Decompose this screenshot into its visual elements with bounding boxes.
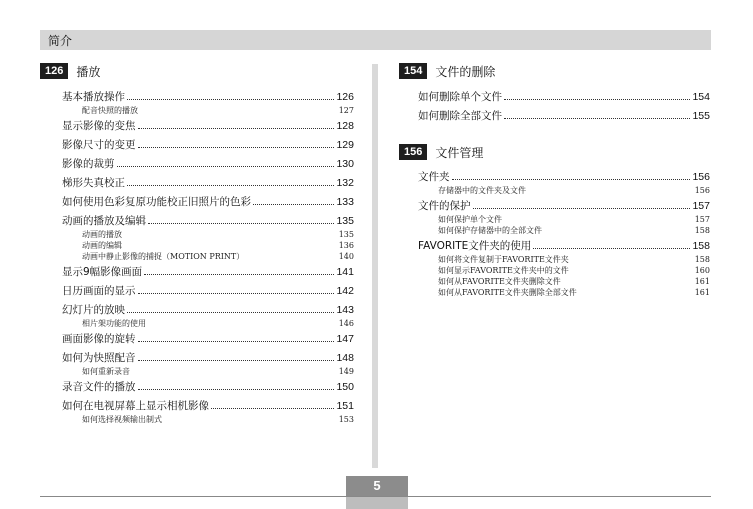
toc-subentry-page: 135 — [338, 230, 354, 239]
toc-entry[interactable] — [62, 399, 354, 414]
toc-entry-page: 156 — [692, 171, 710, 183]
dot-leader — [473, 199, 691, 209]
toc-entry[interactable] — [62, 138, 354, 153]
toc-entry[interactable] — [62, 284, 354, 299]
toc-subentry-title: 相片架功能的使用 — [82, 319, 146, 328]
toc-subentry-title: 如何保护存储器中的全部文件 — [438, 226, 542, 235]
toc-subentry-title: 动画的编辑 — [82, 241, 122, 250]
toc-entry-page: 126 — [336, 91, 354, 103]
toc-entry-title: 录音文件的播放 — [62, 381, 136, 393]
section-header-file-management — [399, 144, 483, 160]
toc-subentry-title: 如何将文件复制于FAVORITE文件夹 — [438, 255, 569, 264]
toc-subentry-page: 127 — [338, 106, 354, 115]
dot-leader — [533, 239, 690, 249]
toc-entry-page: 143 — [336, 304, 354, 316]
toc-entry-title: 如何使用色彩复原功能校正旧照片的色彩 — [62, 196, 251, 208]
dot-leader — [504, 90, 690, 100]
toc-subentry-title: 如何选择视频输出制式 — [82, 415, 162, 424]
toc-entry-page: 147 — [336, 333, 354, 345]
toc-entry[interactable] — [418, 239, 710, 254]
toc-subentry-page: 161 — [694, 288, 710, 297]
toc-entry[interactable] — [62, 351, 354, 366]
dot-leader — [211, 399, 334, 409]
toc-entry-title: 显示9幅影像画面 — [62, 266, 143, 278]
dot-leader — [138, 119, 335, 129]
toc-subentry[interactable] — [62, 229, 354, 240]
toc-entry-title: 画面影像的旋转 — [62, 333, 136, 345]
toc-subentry-page: 146 — [338, 319, 354, 328]
column-divider — [372, 64, 378, 468]
toc-entry[interactable] — [418, 109, 710, 124]
toc-entry-page: 132 — [336, 177, 354, 189]
toc-entry-title: 动画的播放及编辑 — [62, 215, 146, 227]
toc-entry[interactable] — [62, 195, 354, 210]
toc-entry-page: 154 — [692, 91, 710, 103]
toc-subentry[interactable] — [418, 225, 710, 236]
toc-subentry-title: 配音快照的播放 — [82, 106, 138, 115]
toc-subentry-title: 动画中静止影像的捕捉（MOTION PRINT） — [82, 252, 245, 261]
section-title: 播放 — [76, 64, 101, 79]
toc-entry-title: 如何在电视屏幕上显示相机影像 — [62, 400, 209, 412]
toc-entry-title: 基本播放操作 — [62, 91, 125, 103]
toc-entry-page: 130 — [336, 158, 354, 170]
toc-subentry[interactable] — [418, 287, 710, 298]
section-title: 文件管理 — [435, 145, 484, 160]
dot-leader — [144, 265, 334, 275]
toc-entry-page: 157 — [692, 200, 710, 212]
dot-leader — [138, 380, 335, 390]
dot-leader — [117, 157, 335, 167]
toc-subentry[interactable] — [418, 265, 710, 276]
toc-subentry-page: 157 — [694, 215, 710, 224]
toc-entry[interactable] — [418, 170, 710, 185]
toc-subentry-title: 如何重新录音 — [82, 367, 130, 376]
header-bar — [40, 30, 711, 50]
toc-entry-page: 158 — [692, 240, 710, 252]
dot-leader — [138, 138, 335, 148]
dot-leader — [148, 214, 334, 224]
toc-entry-title: 影像尺寸的变更 — [62, 139, 136, 151]
toc-entry-page: 148 — [336, 352, 354, 364]
toc-subentry-title: 如何从FAVORITE文件夹删除全部文件 — [438, 288, 577, 297]
page-title: 简介 — [48, 34, 73, 48]
toc-subentry[interactable] — [418, 254, 710, 265]
toc-subentry-page: 158 — [694, 255, 710, 264]
toc-subentry-page: 158 — [694, 226, 710, 235]
dot-leader — [452, 170, 691, 180]
toc-entry-page: 142 — [336, 285, 354, 297]
toc-entry[interactable] — [418, 90, 710, 105]
toc-entry-title: 如何为快照配音 — [62, 352, 136, 364]
toc-subentry[interactable] — [62, 251, 354, 262]
toc-entry[interactable] — [62, 332, 354, 347]
toc-entry-title: 如何删除单个文件 — [418, 91, 502, 103]
dot-leader — [127, 303, 334, 313]
toc-entry-title: 显示影像的变焦 — [62, 120, 136, 132]
toc-subentry[interactable] — [62, 318, 354, 329]
toc-entry-title: 文件夹 — [418, 171, 450, 183]
dot-leader — [127, 90, 334, 100]
dot-leader — [138, 351, 335, 361]
toc-subentry-page: 149 — [338, 367, 354, 376]
toc-entry[interactable] — [62, 214, 354, 229]
toc-subentry[interactable] — [418, 214, 710, 225]
toc-subentry-title: 动画的播放 — [82, 230, 122, 239]
toc-right-bottom — [418, 170, 710, 298]
dot-leader — [127, 176, 334, 186]
toc-entry-page: 141 — [336, 266, 354, 278]
toc-entry[interactable] — [418, 199, 710, 214]
toc-entry[interactable] — [62, 119, 354, 134]
toc-subentry-title: 如何显示FAVORITE文件夹中的文件 — [438, 266, 569, 275]
toc-subentry-page: 161 — [694, 277, 710, 286]
toc-entry[interactable] — [62, 90, 354, 105]
toc-subentry-page: 136 — [338, 241, 354, 250]
toc-entry[interactable] — [62, 303, 354, 318]
toc-entry[interactable] — [62, 380, 354, 395]
toc-subentry-title: 存储器中的文件夹及文件 — [438, 186, 526, 195]
section-header-delete — [399, 63, 495, 79]
toc-entry-page: 155 — [692, 110, 710, 122]
toc-entry-page: 135 — [336, 215, 354, 227]
section-title: 文件的删除 — [435, 64, 496, 79]
toc-entry[interactable] — [62, 157, 354, 172]
toc-left — [62, 90, 354, 425]
toc-subentry[interactable] — [418, 185, 710, 196]
toc-entry-title: 幻灯片的放映 — [62, 304, 125, 316]
toc-entry-page: 128 — [336, 120, 354, 132]
toc-entry-page: 151 — [336, 400, 354, 412]
page-number: 5 — [346, 476, 408, 496]
toc-subentry[interactable] — [418, 276, 710, 287]
toc-entry-title: 日历画面的显示 — [62, 285, 136, 297]
toc-subentry[interactable] — [62, 366, 354, 377]
toc-subentry-page: 153 — [338, 415, 354, 424]
toc-subentry[interactable] — [62, 414, 354, 425]
toc-entry-title: 梯形失真校正 — [62, 177, 125, 189]
toc-entry[interactable] — [62, 265, 354, 280]
toc-subentry-page: 160 — [694, 266, 710, 275]
toc-entry-title: FAVORITE文件夹的使用 — [418, 240, 532, 252]
toc-right-top — [418, 90, 710, 124]
toc-entry-title: 文件的保护 — [418, 200, 471, 212]
toc-entry-page: 129 — [336, 139, 354, 151]
toc-subentry-page: 156 — [694, 186, 710, 195]
toc-subentry[interactable] — [62, 105, 354, 116]
section-number: 156 — [399, 144, 427, 160]
section-number: 126 — [40, 63, 68, 79]
toc-subentry-title: 如何保护单个文件 — [438, 215, 502, 224]
toc-subentry-page: 140 — [338, 252, 354, 261]
toc-entry-page: 150 — [336, 381, 354, 393]
page-number-tab — [346, 497, 408, 509]
toc-entry-title: 影像的裁剪 — [62, 158, 115, 170]
toc-entry-title: 如何删除全部文件 — [418, 110, 502, 122]
toc-entry-page: 133 — [336, 196, 354, 208]
dot-leader — [138, 332, 335, 342]
toc-subentry-title: 如何从FAVORITE文件夹删除文件 — [438, 277, 561, 286]
section-header-playback — [40, 63, 100, 79]
toc-entry[interactable] — [62, 176, 354, 191]
dot-leader — [253, 195, 334, 205]
dot-leader — [138, 284, 335, 294]
dot-leader — [504, 109, 690, 119]
toc-subentry[interactable] — [62, 240, 354, 251]
section-number: 154 — [399, 63, 427, 79]
